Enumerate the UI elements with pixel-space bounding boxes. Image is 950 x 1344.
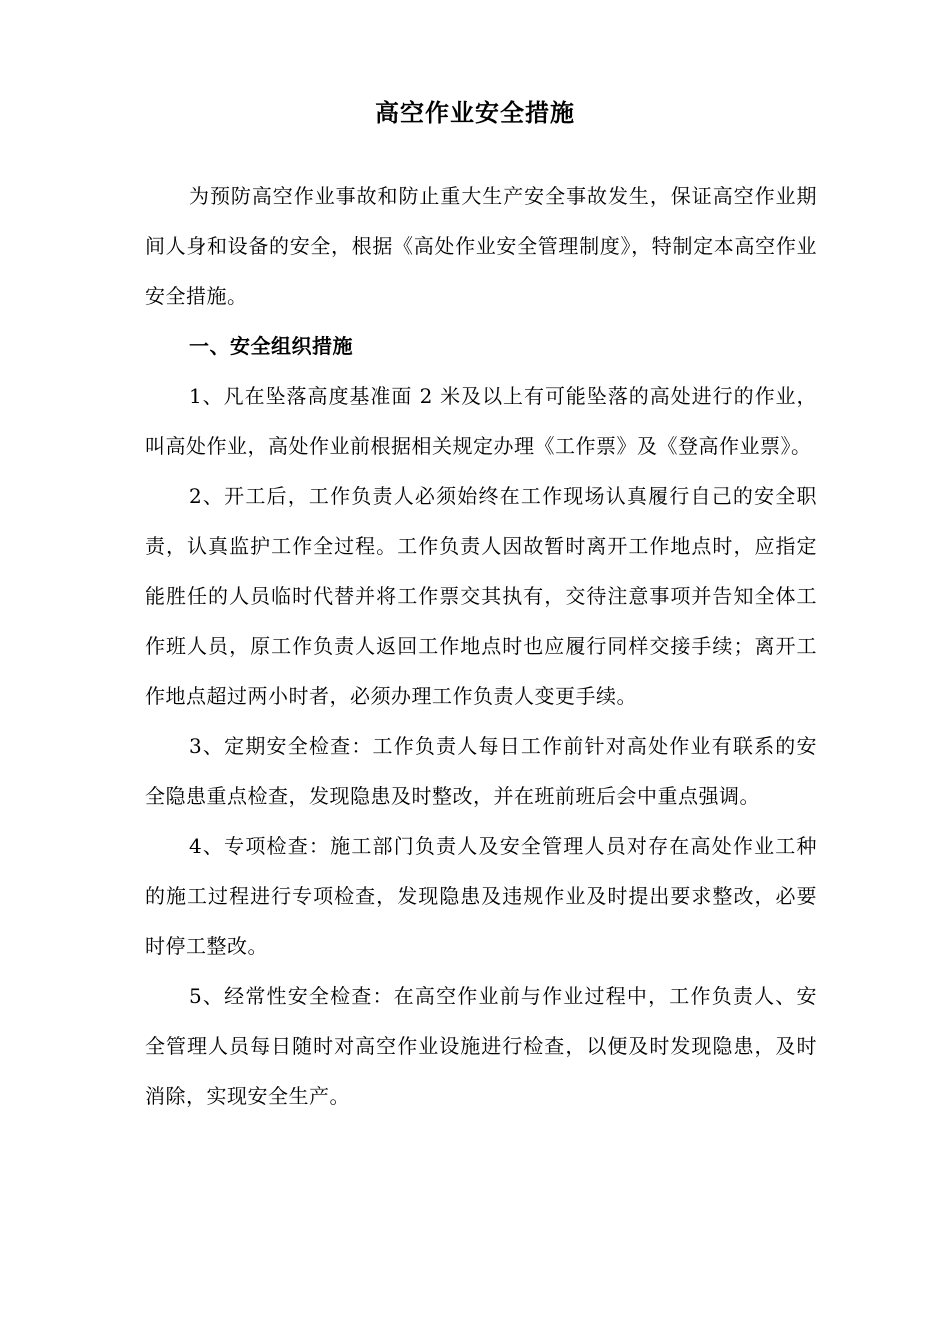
intro-paragraph: 为预防高空作业事故和防止重大生产安全事故发生，保证高空作业期间人身和设备的安全，根据《高处作业安全管理制度》，特制定本高空作业安全措施。	[145, 184, 817, 308]
list-item: 4、专项检查：施工部门负责人及安全管理人员对存在高处作业工种的施工过程进行专项检查，发现隐患及违规作业及时提出要求整改，必要时停工整改。	[145, 834, 817, 958]
document-body	[145, 171, 817, 1121]
list-item: 3、定期安全检查：工作负责人每日工作前针对高处作业有联系的安全隐患重点检查，发现隐患及时整改，并在班前班后会中重点强调。	[145, 734, 817, 808]
section-heading: 一、安全组织措施	[189, 334, 353, 358]
document-title: 高空作业安全措施	[375, 98, 575, 127]
list-item: 1、凡在坠落高度基准面 2 米及以上有可能坠落的高处进行的作业，叫高处作业，高处作业前根据相关规定办理《工作票》及《登高作业票》。	[145, 384, 817, 458]
list-item: 5、经常性安全检查：在高空作业前与作业过程中，工作负责人、安全管理人员每日随时对高空作业设施进行检查，以便及时发现隐患，及时消除，实现安全生产。	[145, 984, 817, 1108]
list-item: 2、开工后，工作负责人必须始终在工作现场认真履行自己的安全职责，认真监护工作全过程。工作负责人因故暂时离开工作地点时，应指定能胜任的人员临时代替并将工作票交其执有，交待注意事项并告知全体工作班人员，原工作负责人返回工作地点时也应履行同样交接手续；离开工作地点超过两小时者，必须办理工作负责人变更手续。	[145, 484, 817, 708]
